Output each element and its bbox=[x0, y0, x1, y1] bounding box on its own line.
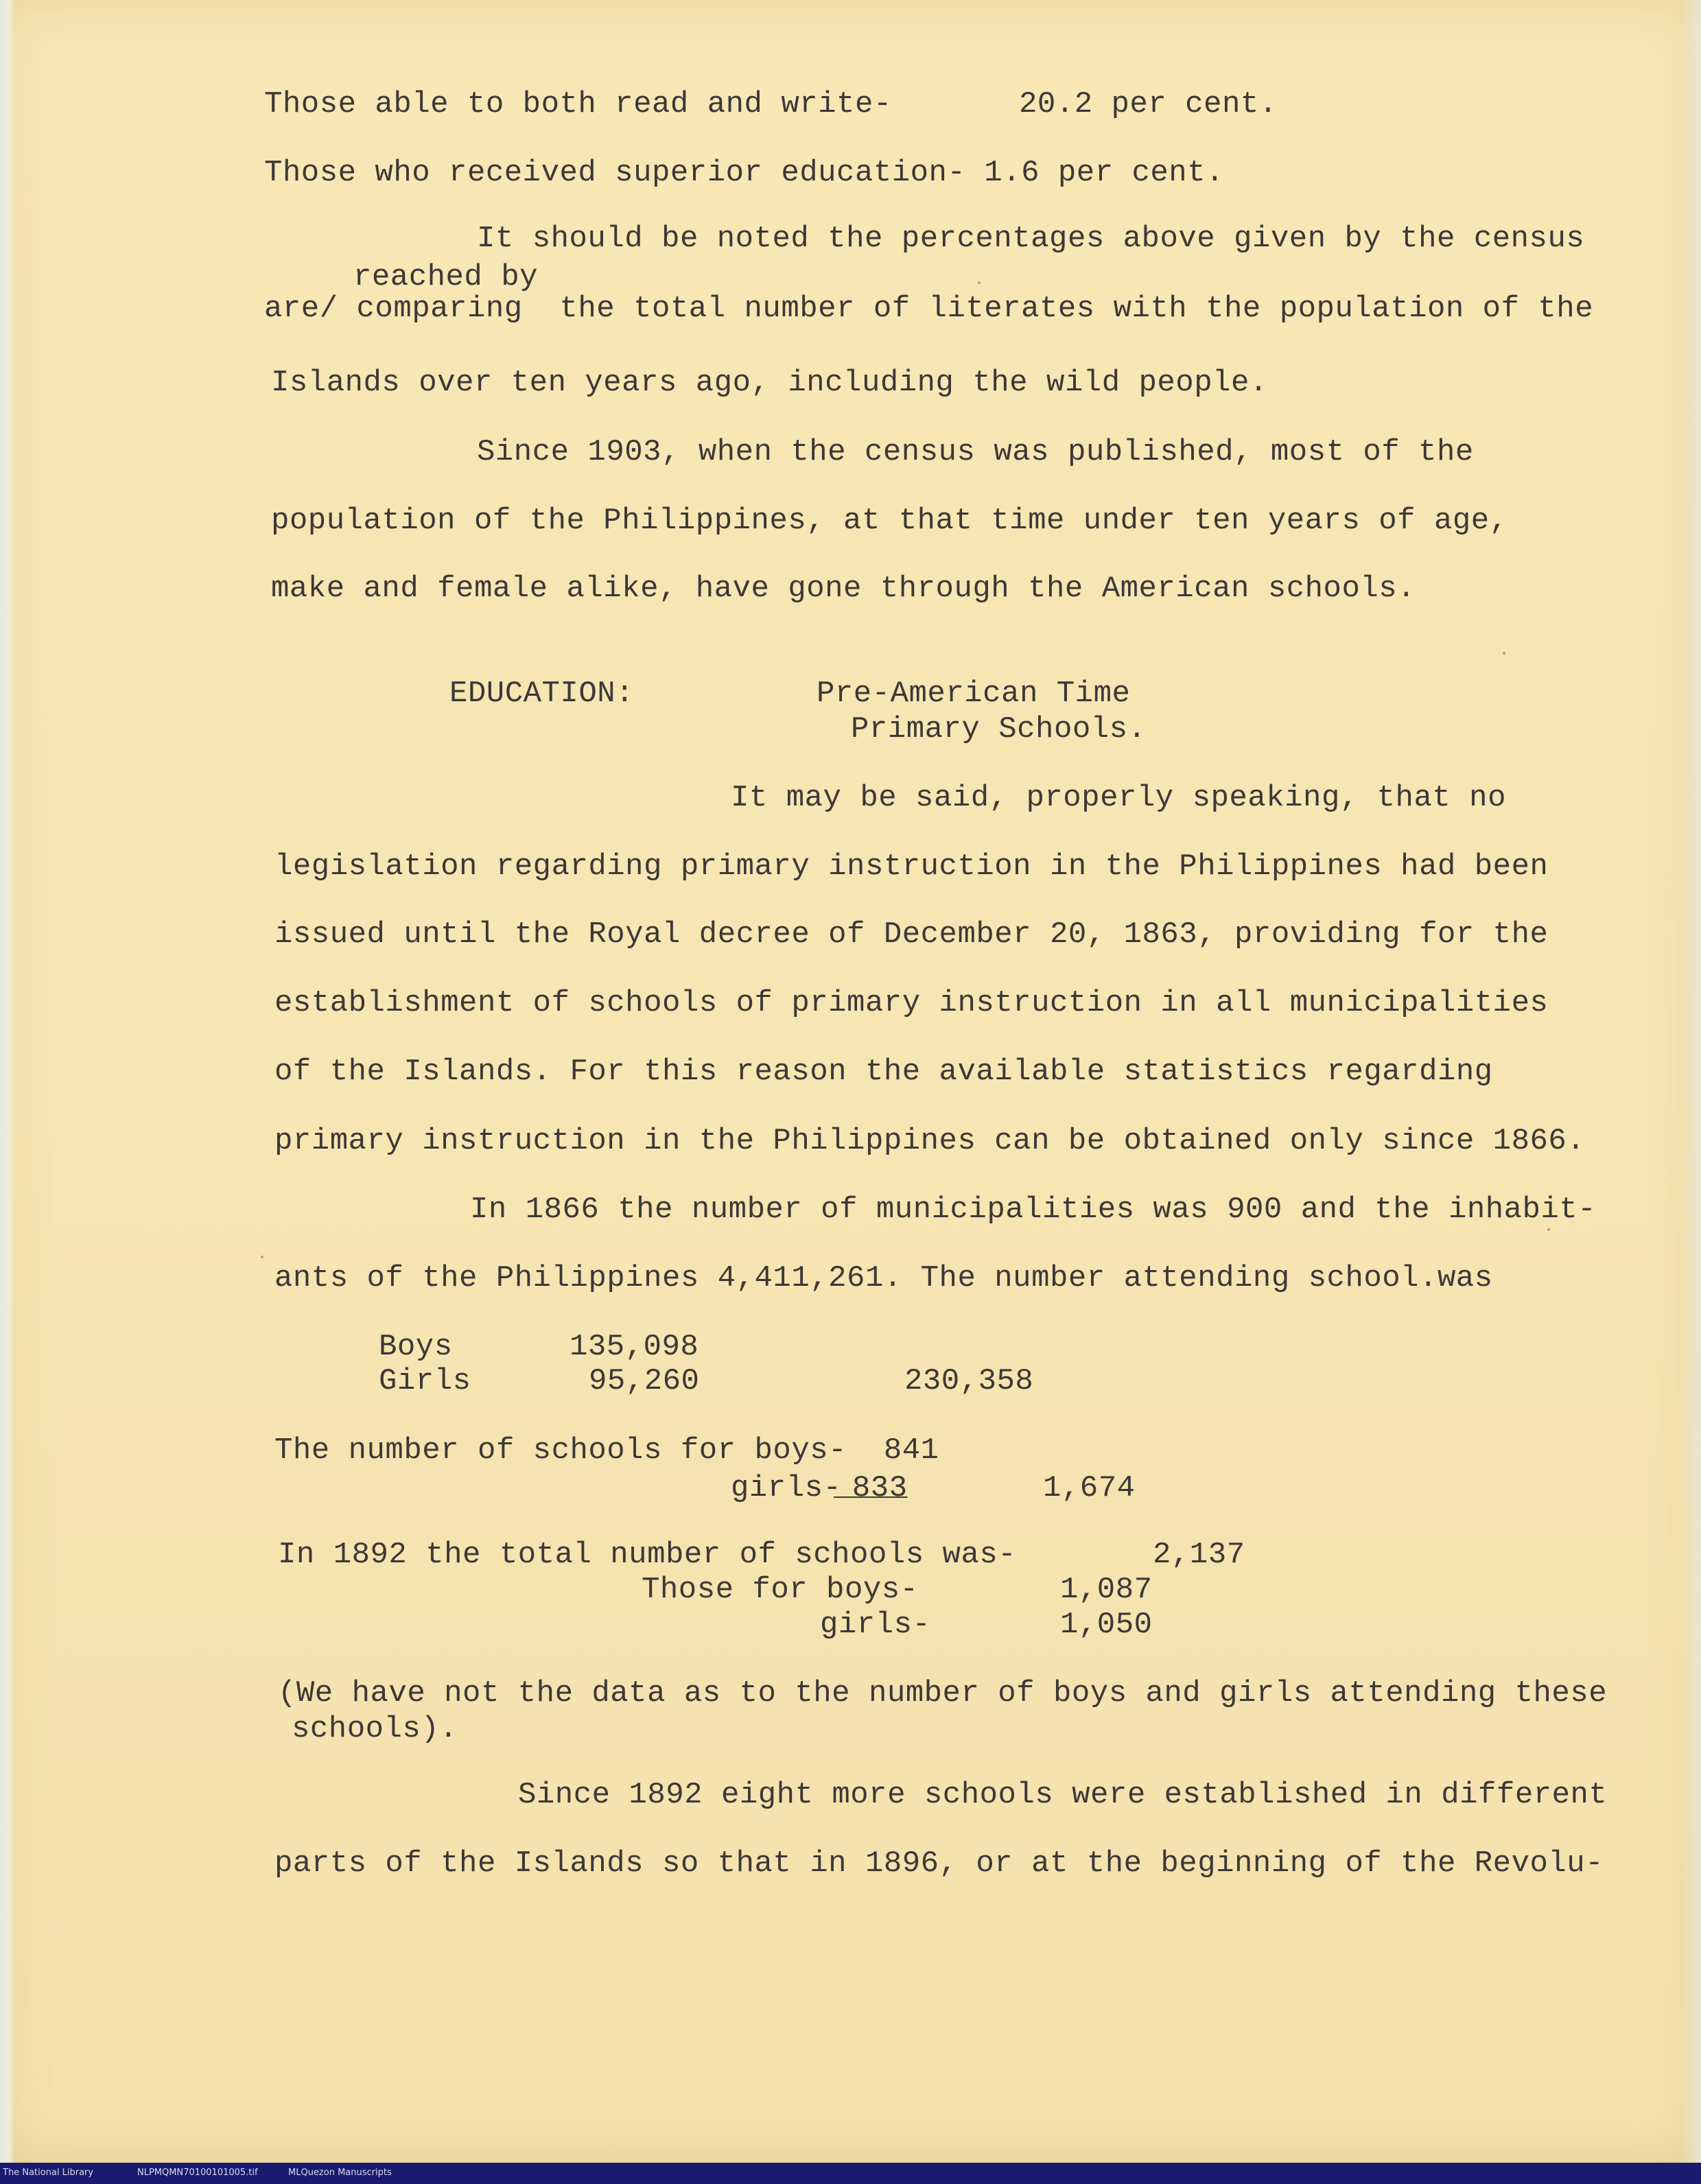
schools-total: 1,674 bbox=[1043, 1471, 1136, 1505]
schools-girls-label: girls- bbox=[731, 1471, 842, 1505]
year-1892-girls-label: girls- bbox=[820, 1608, 931, 1642]
schools-for-boys-line: The number of schools for boys- 841 bbox=[274, 1433, 939, 1468]
education-heading-title: Pre-American Time bbox=[817, 677, 1131, 711]
read-write-label: Those able to both read and write- bbox=[264, 87, 892, 121]
superior-education-line: Those who received superior education- 1.6 per cent. bbox=[264, 156, 1225, 190]
since-1903-line-3: make and female alike, have gone through the American schools. bbox=[271, 572, 1416, 606]
paragraph-2-line-1: In 1866 the number of municipalities was 900 and the inhabit- bbox=[470, 1193, 1597, 1227]
since-1903-line-2: population of the Philippines, at that time under ten years of age, bbox=[271, 504, 1508, 538]
year-1892-boys-value: 1,087 bbox=[1060, 1573, 1153, 1607]
paragraph-1-line-3: issued until the Royal decree of December 20, 1863, providing for the bbox=[274, 917, 1549, 952]
note-line-3: Islands over ten years ago, including the wild people. bbox=[271, 366, 1268, 400]
attending-total: 230,358 bbox=[904, 1364, 1034, 1398]
page-left-edge bbox=[0, 0, 15, 2163]
paper-speck bbox=[978, 281, 981, 284]
paper-speck bbox=[1503, 652, 1505, 655]
year-1892-total: 2,137 bbox=[1153, 1538, 1245, 1572]
since-1892-line-2: parts of the Islands so that in 1896, or at the beginning of the Revolu- bbox=[274, 1846, 1604, 1881]
girls-value: 95,260 bbox=[589, 1364, 700, 1398]
since-1892-line-1: Since 1892 eight more schools were established in different bbox=[518, 1778, 1608, 1812]
paragraph-2-line-2: ants of the Philippines 4,411,261. The number attending school.was bbox=[274, 1261, 1493, 1295]
paper-speck bbox=[1547, 1228, 1550, 1231]
paragraph-1-line-6: primary instruction in the Philippines can be obtained only since 1866. bbox=[274, 1124, 1586, 1158]
paper-speck bbox=[261, 1256, 263, 1258]
year-1892-line: In 1892 the total number of schools was- bbox=[278, 1538, 1017, 1572]
footer-library: The National Library bbox=[3, 2168, 94, 2178]
year-1892-girls-value: 1,050 bbox=[1060, 1608, 1153, 1642]
paragraph-1-line-1: It may be said, properly speaking, that no bbox=[731, 781, 1506, 815]
no-data-note-line-2: schools). bbox=[292, 1712, 458, 1746]
note-line-2: are/ comparing the total number of literates with the population of the bbox=[264, 292, 1594, 326]
paragraph-1-line-2: legislation regarding primary instruction in the Philippines had been bbox=[274, 849, 1549, 884]
year-1892-boys-label: Those for boys- bbox=[642, 1573, 919, 1607]
girls-label: Girls bbox=[379, 1364, 471, 1398]
education-heading-subtitle: Primary Schools. bbox=[851, 712, 1147, 747]
scan-footer-bar bbox=[0, 2163, 1701, 2184]
paragraph-1-line-4: establishment of schools of primary instruction in all municipalities bbox=[274, 986, 1549, 1020]
note-handwritten-insert: reached by bbox=[353, 260, 539, 294]
education-heading-label: EDUCATION: bbox=[449, 677, 635, 711]
note-line-1: It should be noted the percentages above given by the census bbox=[477, 222, 1585, 256]
boys-label: Boys bbox=[379, 1330, 453, 1364]
footer-collection: MLQuezon Manuscripts bbox=[288, 2168, 392, 2178]
schools-girls-value: 833 bbox=[834, 1471, 908, 1505]
page-right-edge bbox=[1680, 0, 1701, 2163]
paragraph-1-line-5: of the Islands. For this reason the available statistics regarding bbox=[274, 1055, 1493, 1089]
read-write-value: 20.2 per cent. bbox=[1019, 87, 1278, 121]
footer-filename: NLPMQMN70100101005.tif bbox=[137, 2168, 258, 2178]
no-data-note-line-1: (We have not the data as to the number of boys and girls attending these bbox=[278, 1676, 1608, 1711]
since-1903-line-1: Since 1903, when the census was published, most of the bbox=[477, 435, 1474, 469]
boys-value: 135,098 bbox=[570, 1330, 699, 1364]
